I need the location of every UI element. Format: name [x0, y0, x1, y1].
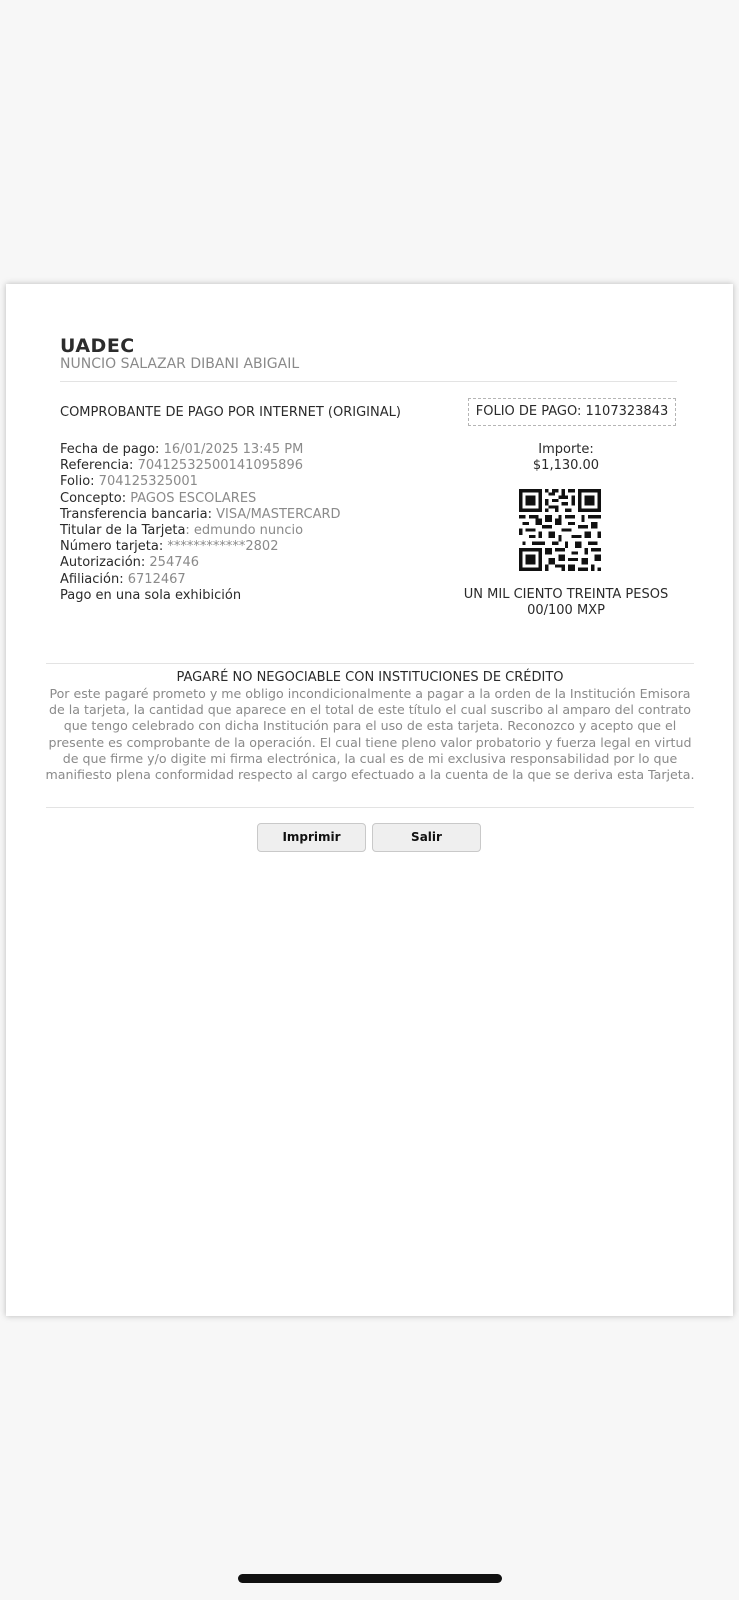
detail-row-folio	[60, 474, 341, 490]
payer-name: NUNCIO SALAZAR DIBANI ABIGAIL	[60, 356, 300, 372]
detail-label: Transferencia bancaria:	[60, 506, 217, 522]
detail-label: Titular de la Tarjeta	[60, 523, 186, 539]
detail-row-numero-tarjeta	[60, 539, 341, 555]
amount-label: Importe:	[538, 442, 594, 457]
detail-label: Folio:	[60, 474, 99, 490]
single-payment-note: Pago en una sola exhibición	[60, 587, 242, 603]
pagare-bottom-divider	[46, 807, 694, 808]
amount-block	[462, 442, 670, 474]
detail-label: Fecha de pago:	[60, 442, 164, 457]
detail-value: 704125325001	[98, 474, 198, 490]
pagare-title: PAGARÉ NO NEGOCIABLE CON INSTITUCIONES DE CRÉDITO	[176, 670, 564, 685]
detail-value: 6712467	[127, 571, 186, 587]
amount-words-line2: 00/100 MXP	[527, 603, 605, 619]
amount-value: $1,130.00	[532, 458, 600, 474]
exit-button[interactable]: Salir	[372, 823, 481, 852]
detail-label: Referencia:	[60, 458, 138, 474]
detail-row-referencia	[60, 458, 341, 474]
header-divider	[60, 381, 677, 382]
detail-value: 70412532500141095896	[137, 458, 303, 474]
detail-value: ************2802	[167, 539, 279, 555]
detail-value: 16/01/2025 13:45 PM	[163, 442, 304, 457]
pagare-text: Por este pagaré prometo y me obligo incondicionalmente a pagar a la orden de la Institución Emisora de la tarjeta, la cantidad que aparece en el total de este título el cual suscribo al amparo del contrato que tengo celebrado con dicha Institución para el uso de esta tarjeta. Reconozco y acepto que el presente es comprobante de la operación. El cual tiene pleno valor probatorio y fuerza legal en virtud de que firme y/o digite mi firma electrónica, la cual es de mi exclusiva responsabilidad por lo que manifiesto plena conformidad respecto al cargo efectuado a la cuenta de la que se deriva esta Tarjeta.	[45, 686, 695, 783]
detail-label: Número tarjeta:	[60, 539, 168, 555]
detail-row-fecha	[60, 442, 341, 458]
document-title: COMPROBANTE DE PAGO POR INTERNET (ORIGINAL)	[60, 405, 401, 420]
qr-code-icon	[519, 489, 601, 571]
pagare-top-divider	[46, 663, 694, 664]
org-name: UADEC	[60, 335, 135, 357]
detail-value: : edmundo nuncio	[185, 523, 304, 539]
detail-value: VISA/MASTERCARD	[216, 506, 341, 522]
detail-row-concepto	[60, 491, 341, 507]
receipt-sheet	[6, 284, 733, 1316]
detail-label: Concepto:	[60, 490, 131, 506]
amount-in-words	[442, 587, 690, 619]
detail-row-autorizacion	[60, 555, 341, 571]
home-indicator[interactable]	[238, 1574, 502, 1583]
detail-value: PAGOS ESCOLARES	[130, 490, 257, 506]
detail-label: Afiliación:	[60, 571, 128, 587]
amount-words-line1: UN MIL CIENTO TREINTA PESOS	[463, 587, 669, 602]
detail-row-afiliacion	[60, 572, 341, 588]
detail-label: Autorización:	[60, 555, 150, 571]
detail-row-transferencia	[60, 507, 341, 523]
payment-details	[60, 442, 341, 604]
print-button[interactable]: Imprimir	[257, 823, 366, 852]
folio-pago-box: FOLIO DE PAGO: 1107323843	[468, 398, 676, 426]
detail-value: 254746	[149, 555, 200, 571]
detail-row-titular	[60, 523, 341, 539]
